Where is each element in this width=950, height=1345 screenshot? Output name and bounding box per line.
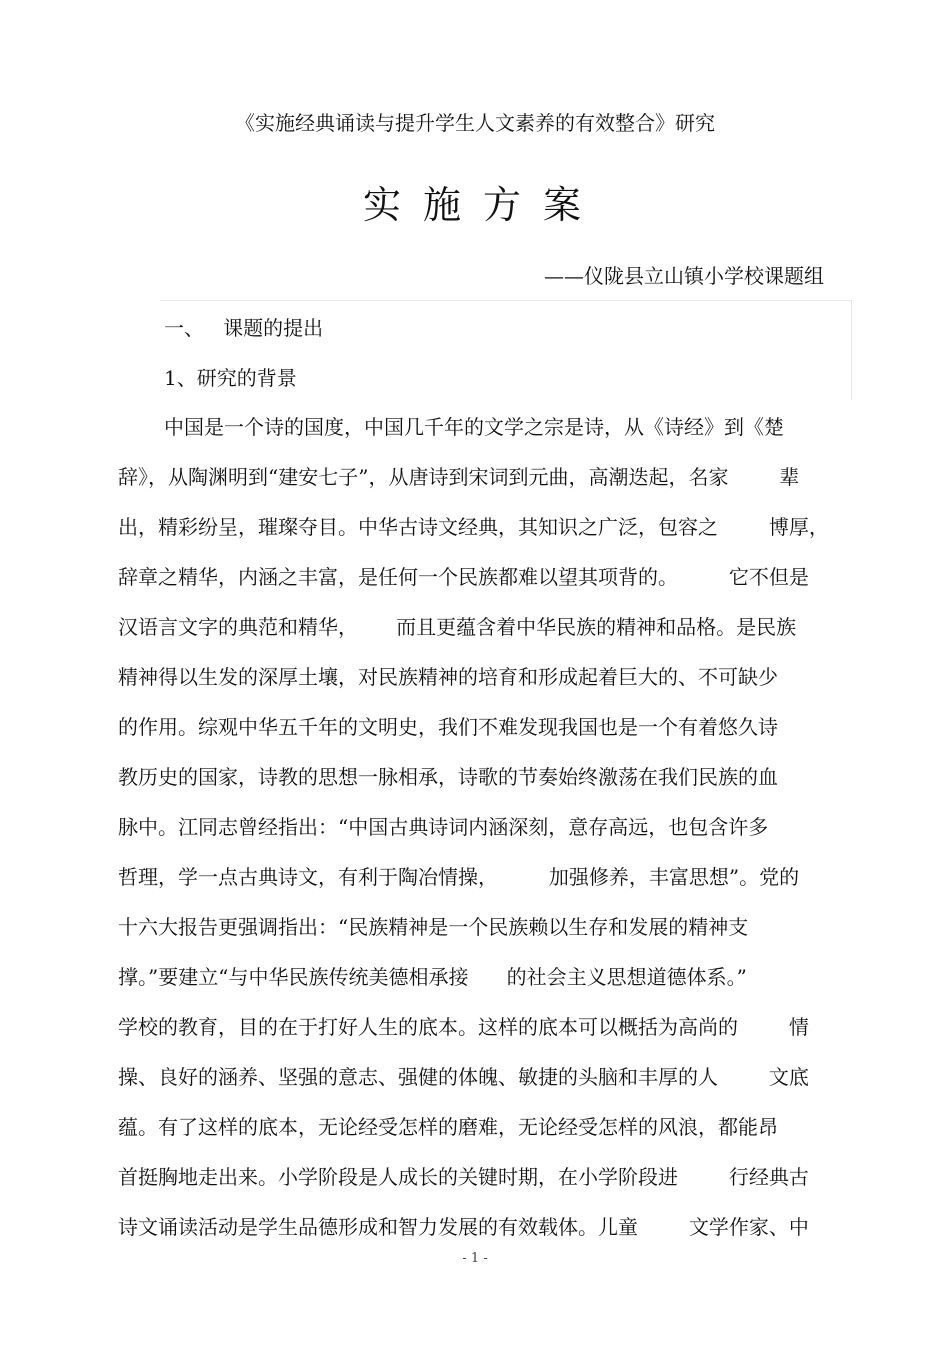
paragraph-line: 操、良好的涵养、坚强的意志、强健的体魄、敏捷的头脑和丰厚的人 文底 [118,1065,809,1089]
paragraph-line: 十六大报告更强调指出：“民族精神是一个民族赖以生存和发展的精神支 [118,915,749,939]
document-subtitle: 《实施经典诵读与提升学生人文素养的有效整合》研究 [235,111,715,135]
paragraph-line: 撑。”要建立“与中华民族传统美德相承接 的社会主义思想道德体系。” [118,965,747,989]
paragraph-line: 辞》，从陶渊明到“建安七子”，从唐诗到宋词到元曲，高潮迭起，名家 辈 [118,465,800,489]
paragraph-line: 蕴。有了这样的底本，无论经受怎样的磨难，无论经受怎样的风浪，都能昂 [118,1115,778,1139]
paragraph-line: 精神得以生发的深厚土壤，对民族精神的培育和形成起着巨大的、不可缺少 [118,665,778,689]
paragraph-line: 学校的教育，目的在于打好人生的底本。这样的底本可以概括为高尚的 情 [118,1015,809,1039]
paragraph-line: 出，精彩纷呈，璀璨夺目。中华古诗文经典，其知识之广泛，包容之 博厚， [118,515,829,539]
paragraph-line: 中国是一个诗的国度，中国几千年的文学之宗是诗，从《诗经》到《楚 [164,415,784,439]
document-author: ——仪陇县立山镇小学校课题组 [544,264,824,288]
subsection-heading: 1、研究的背景 [164,366,297,390]
paragraph-line: 脉中。江同志曾经指出：“中国古典诗词内涵深刻，意存高远，也包含许多 [118,815,769,839]
section-heading: 一、 课题的提出 [164,316,324,340]
paragraph-line: 汉语言文字的典范和精华， 而且更蕴含着中华民族的精神和品格。是民族 [118,615,797,639]
paragraph-line: 的作用。综观中华五千年的文明史，我们不难发现我国也是一个有着悠久诗 [118,715,778,739]
paragraph-line: 诗文诵读活动是学生品德形成和智力发展的有效载体。儿童 文学作家、中 [118,1215,809,1239]
document-title: 实施方案 [362,183,603,227]
paragraph-line: 哲理，学一点古典诗文，有利于陶冶情操， 加强修养，丰富思想”。党的 [118,865,800,889]
page-number: - 1 - [462,1251,488,1266]
paragraph-line: 教历史的国家，诗教的思想一脉相承，诗歌的节奏始终激荡在我们民族的血 [118,765,778,789]
paragraph-line: 首挺胸地走出来。小学阶段是人成长的关键时期，在小学阶段进 行经典古 [118,1165,809,1189]
section-box-right-border [851,300,852,400]
paragraph-line: 辞章之精华，内涵之丰富，是任何一个民族都难以望其项背的。 它不但是 [118,565,809,589]
section-box-top-border [160,300,852,301]
